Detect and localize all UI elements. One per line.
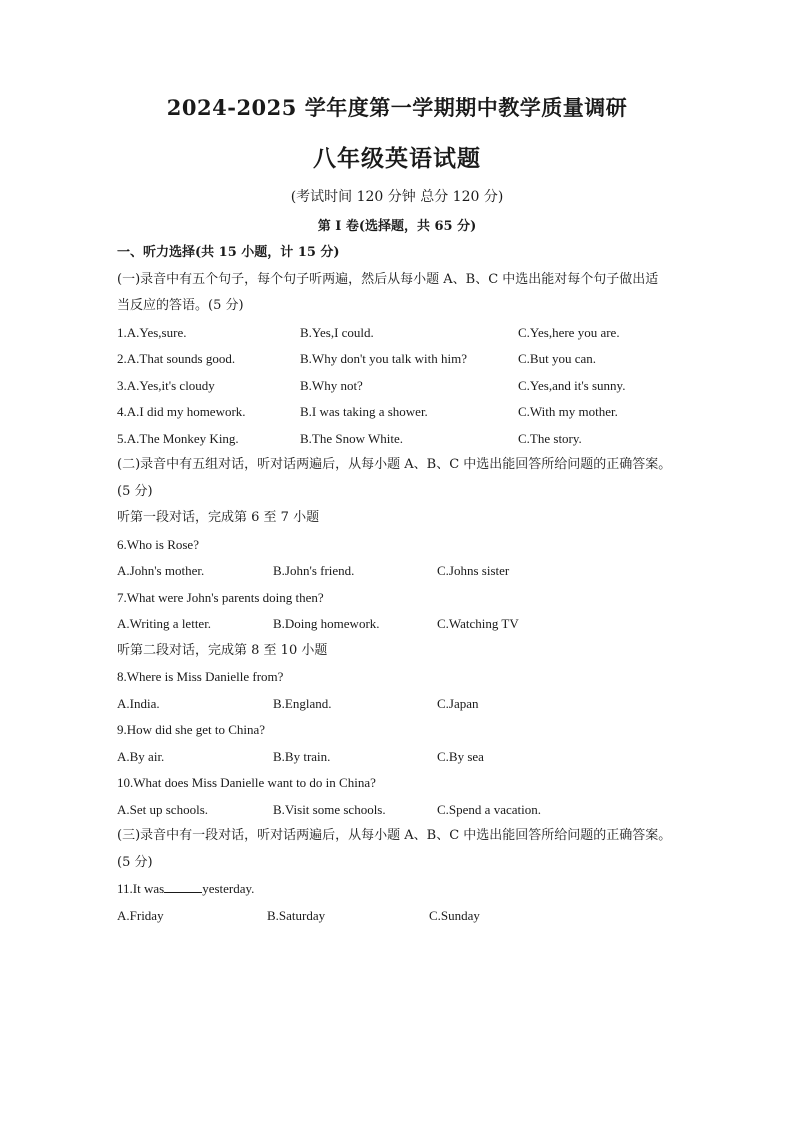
question-6-options bbox=[117, 558, 697, 585]
question-11-options bbox=[117, 903, 697, 930]
question-11-text-after: yesterday. bbox=[202, 881, 255, 896]
question-7-options bbox=[117, 611, 697, 638]
sub1-instruction-line1: (一)录音中有五个句子，每个句子听两遍，然后从每小题 A、B、C 中选出能对每个句子做出适 bbox=[117, 271, 659, 287]
option-c: C.Sunday bbox=[429, 907, 480, 923]
question-7: 7.What were John's parents doing then? bbox=[117, 589, 324, 605]
option-a: 1.A.Yes,sure. bbox=[117, 324, 187, 340]
question-10: 10.What does Miss Danielle want to do in China? bbox=[117, 775, 376, 790]
option-a: A.Friday bbox=[117, 907, 164, 923]
question-row-3 bbox=[117, 373, 697, 400]
option-b: B.Visit some schools. bbox=[273, 801, 386, 817]
option-b: B.Doing homework. bbox=[273, 616, 380, 631]
question-10-options bbox=[117, 797, 697, 824]
question-row-4 bbox=[117, 399, 697, 426]
option-b: B.Yes,I could. bbox=[300, 324, 374, 340]
option-b: B.Why not? bbox=[300, 377, 363, 393]
option-b: B.By train. bbox=[273, 748, 331, 764]
option-a: 3.A.Yes,it's cloudy bbox=[117, 377, 215, 393]
question-9-options bbox=[117, 744, 697, 771]
sub2-instruction-line1: (二)录音中有五组对话，听对话两遍后，从每小题 A、B、C 中选出能回答所给问题的正确答案。 bbox=[117, 457, 672, 472]
option-c: C.But you can. bbox=[518, 351, 596, 366]
option-b: B.John's friend. bbox=[273, 563, 355, 578]
option-b: B.The Snow White. bbox=[300, 430, 404, 446]
dialog1-note: 听第一段对话，完成第 6 至 7 小题 bbox=[117, 510, 320, 525]
option-c: C.By sea bbox=[437, 748, 484, 764]
option-b: B.England. bbox=[273, 695, 332, 711]
option-a: A.Set up schools. bbox=[117, 801, 208, 817]
exam-info: (考试时间 120 分钟 总分 120 分) bbox=[290, 189, 504, 205]
option-a: 2.A.That sounds good. bbox=[117, 351, 236, 366]
exam-subtitle: 八年级英语试题 bbox=[313, 145, 481, 172]
option-a: A.By air. bbox=[117, 748, 165, 764]
question-8-options bbox=[117, 691, 697, 718]
question-row-2 bbox=[117, 346, 697, 373]
option-c: C.Spend a vacation. bbox=[437, 801, 541, 817]
option-c: C.Japan bbox=[437, 695, 479, 711]
answer-blank bbox=[164, 880, 202, 893]
option-c: C.Watching TV bbox=[437, 616, 519, 631]
option-a: 4.A.I did my homework. bbox=[117, 404, 246, 419]
question-row-5 bbox=[117, 426, 697, 453]
option-c: C.The story. bbox=[518, 430, 582, 446]
sub2-instruction-line2: (5 分) bbox=[117, 483, 153, 499]
exam-body bbox=[117, 240, 697, 929]
option-a: A.India. bbox=[117, 695, 160, 711]
option-c: C.With my mother. bbox=[518, 404, 618, 419]
sub1-instruction-line2: 当反应的答语。(5 分) bbox=[117, 298, 244, 313]
option-b: B.Why don't you talk with him? bbox=[300, 351, 467, 366]
section-title: 一、听力选择(共 15 小题，计 15 分) bbox=[117, 245, 340, 260]
sub3-instruction-line2: (5 分) bbox=[117, 854, 153, 870]
question-11-text-before: 11.It was bbox=[117, 881, 165, 896]
option-b: B.Saturday bbox=[267, 907, 326, 923]
part-title: 第 I 卷(选择题，共 65 分) bbox=[317, 219, 477, 234]
question-11 bbox=[117, 876, 697, 903]
option-a: A.John's mother. bbox=[117, 563, 205, 578]
option-b: B.I was taking a shower. bbox=[300, 404, 428, 419]
option-a: 5.A.The Monkey King. bbox=[117, 430, 239, 446]
option-a: A.Writing a letter. bbox=[117, 616, 212, 631]
question-6: 6.Who is Rose? bbox=[117, 536, 199, 552]
sub3-instruction-line1: (三)录音中有一段对话，听对话两遍后，从每小题 A、B、C 中选出能回答所给问题的正确答案。 bbox=[117, 828, 672, 843]
option-c: C.Johns sister bbox=[437, 563, 510, 578]
dialog2-note: 听第二段对话，完成第 8 至 10 小题 bbox=[117, 642, 328, 658]
question-9: 9.How did she get to China? bbox=[117, 722, 266, 737]
option-c: C.Yes,and it's sunny. bbox=[518, 377, 626, 393]
option-c: C.Yes,here you are. bbox=[518, 324, 620, 340]
exam-title: 2024-2025 学年度第一学期期中教学质量调研 bbox=[166, 95, 628, 120]
question-row-1 bbox=[117, 320, 697, 347]
question-8: 8.Where is Miss Danielle from? bbox=[117, 669, 284, 684]
